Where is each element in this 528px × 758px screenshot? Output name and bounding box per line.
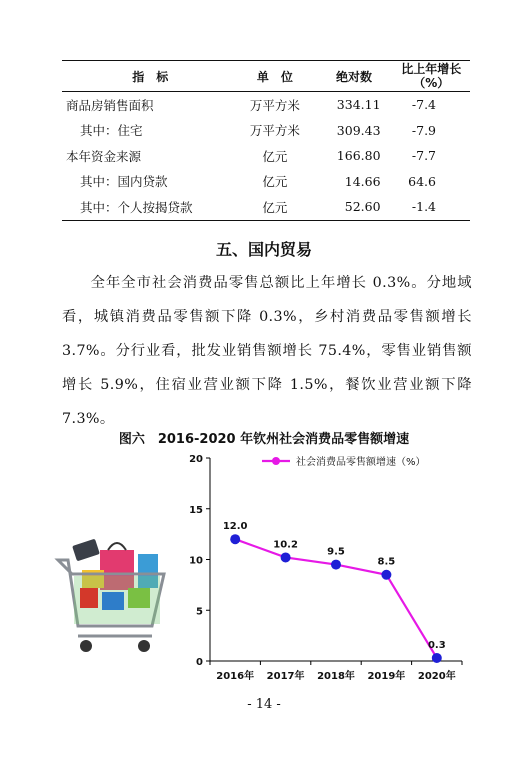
row-value: 309.43 [336,122,381,138]
data-label: 9.5 [327,546,345,558]
data-point [331,560,341,570]
data-label: 8.5 [377,556,396,568]
y-tick-label: 15 [189,504,203,516]
data-point [281,552,291,562]
header-indicator: 指 标 [62,61,234,92]
row-name: 本年资金来源 [66,148,142,164]
section-heading: 五、国内贸易 [215,240,312,259]
row-value: 166.80 [336,148,381,164]
y-tick-label: 20 [189,454,203,465]
row-name: 其中：住宅 [80,123,143,139]
row-name: 商品房销售面积 [66,97,154,113]
data-point [432,653,442,663]
row-value: 52.60 [315,194,392,220]
data-label: 12.0 [222,521,248,533]
row-unit: 亿元 [262,148,288,164]
row-growth: -1.4 [393,194,470,220]
header-growth: 比上年增长（%） [393,61,470,92]
row-unit: 万平方米 [249,123,300,139]
legend-label: 社会消费品零售额增速（%） [296,457,426,468]
row-name: 其中：国内贷款 [80,174,168,190]
data-point [381,570,391,580]
body-paragraph: 全年全市社会消费品零售总额比上年增长 0.3%。分地域看，城镇消费品零售额下降 0.3%，乡村消费品零售额增长 3.7%。分行业看，批发业销售额增长 75.4%，零售业销售额增长 5.9%，住宿业营业额下降 1.5%，餐饮业营业额下降 7.3%。 [62,275,472,427]
y-tick-label: 5 [196,606,203,618]
x-tick-label: 2020年 [417,671,456,682]
legend-marker [272,457,280,465]
x-tick-label: 2018年 [317,671,355,682]
row-unit: 亿元 [262,174,288,190]
row-unit: 万平方米 [249,97,300,113]
row-growth: -7.4 [411,97,436,113]
data-label: 10.2 [273,539,298,551]
data-label: 0.3 [427,639,446,651]
row-growth: -7.9 [411,122,436,138]
row-value: 14.66 [344,173,381,189]
header-absolute: 绝对数 [315,61,392,92]
row-unit: 亿元 [234,194,315,220]
row-value: 334.11 [336,97,381,113]
data-point [230,534,240,544]
header-unit: 单 位 [234,61,315,92]
row-growth: -7.7 [411,148,436,164]
figure-title: 图六 2016-2020 年钦州社会消费品零售额增速 [118,432,410,447]
y-tick-label: 0 [196,657,203,668]
x-tick-label: 2019年 [367,671,406,682]
y-tick-label: 10 [189,555,203,567]
x-tick-label: 2017年 [266,671,305,682]
row-name: 其中：个人按揭贷款 [62,194,234,220]
page-number: - 14 - [247,697,281,712]
row-growth: 64.6 [408,173,436,189]
x-tick-label: 2016年 [216,671,255,682]
